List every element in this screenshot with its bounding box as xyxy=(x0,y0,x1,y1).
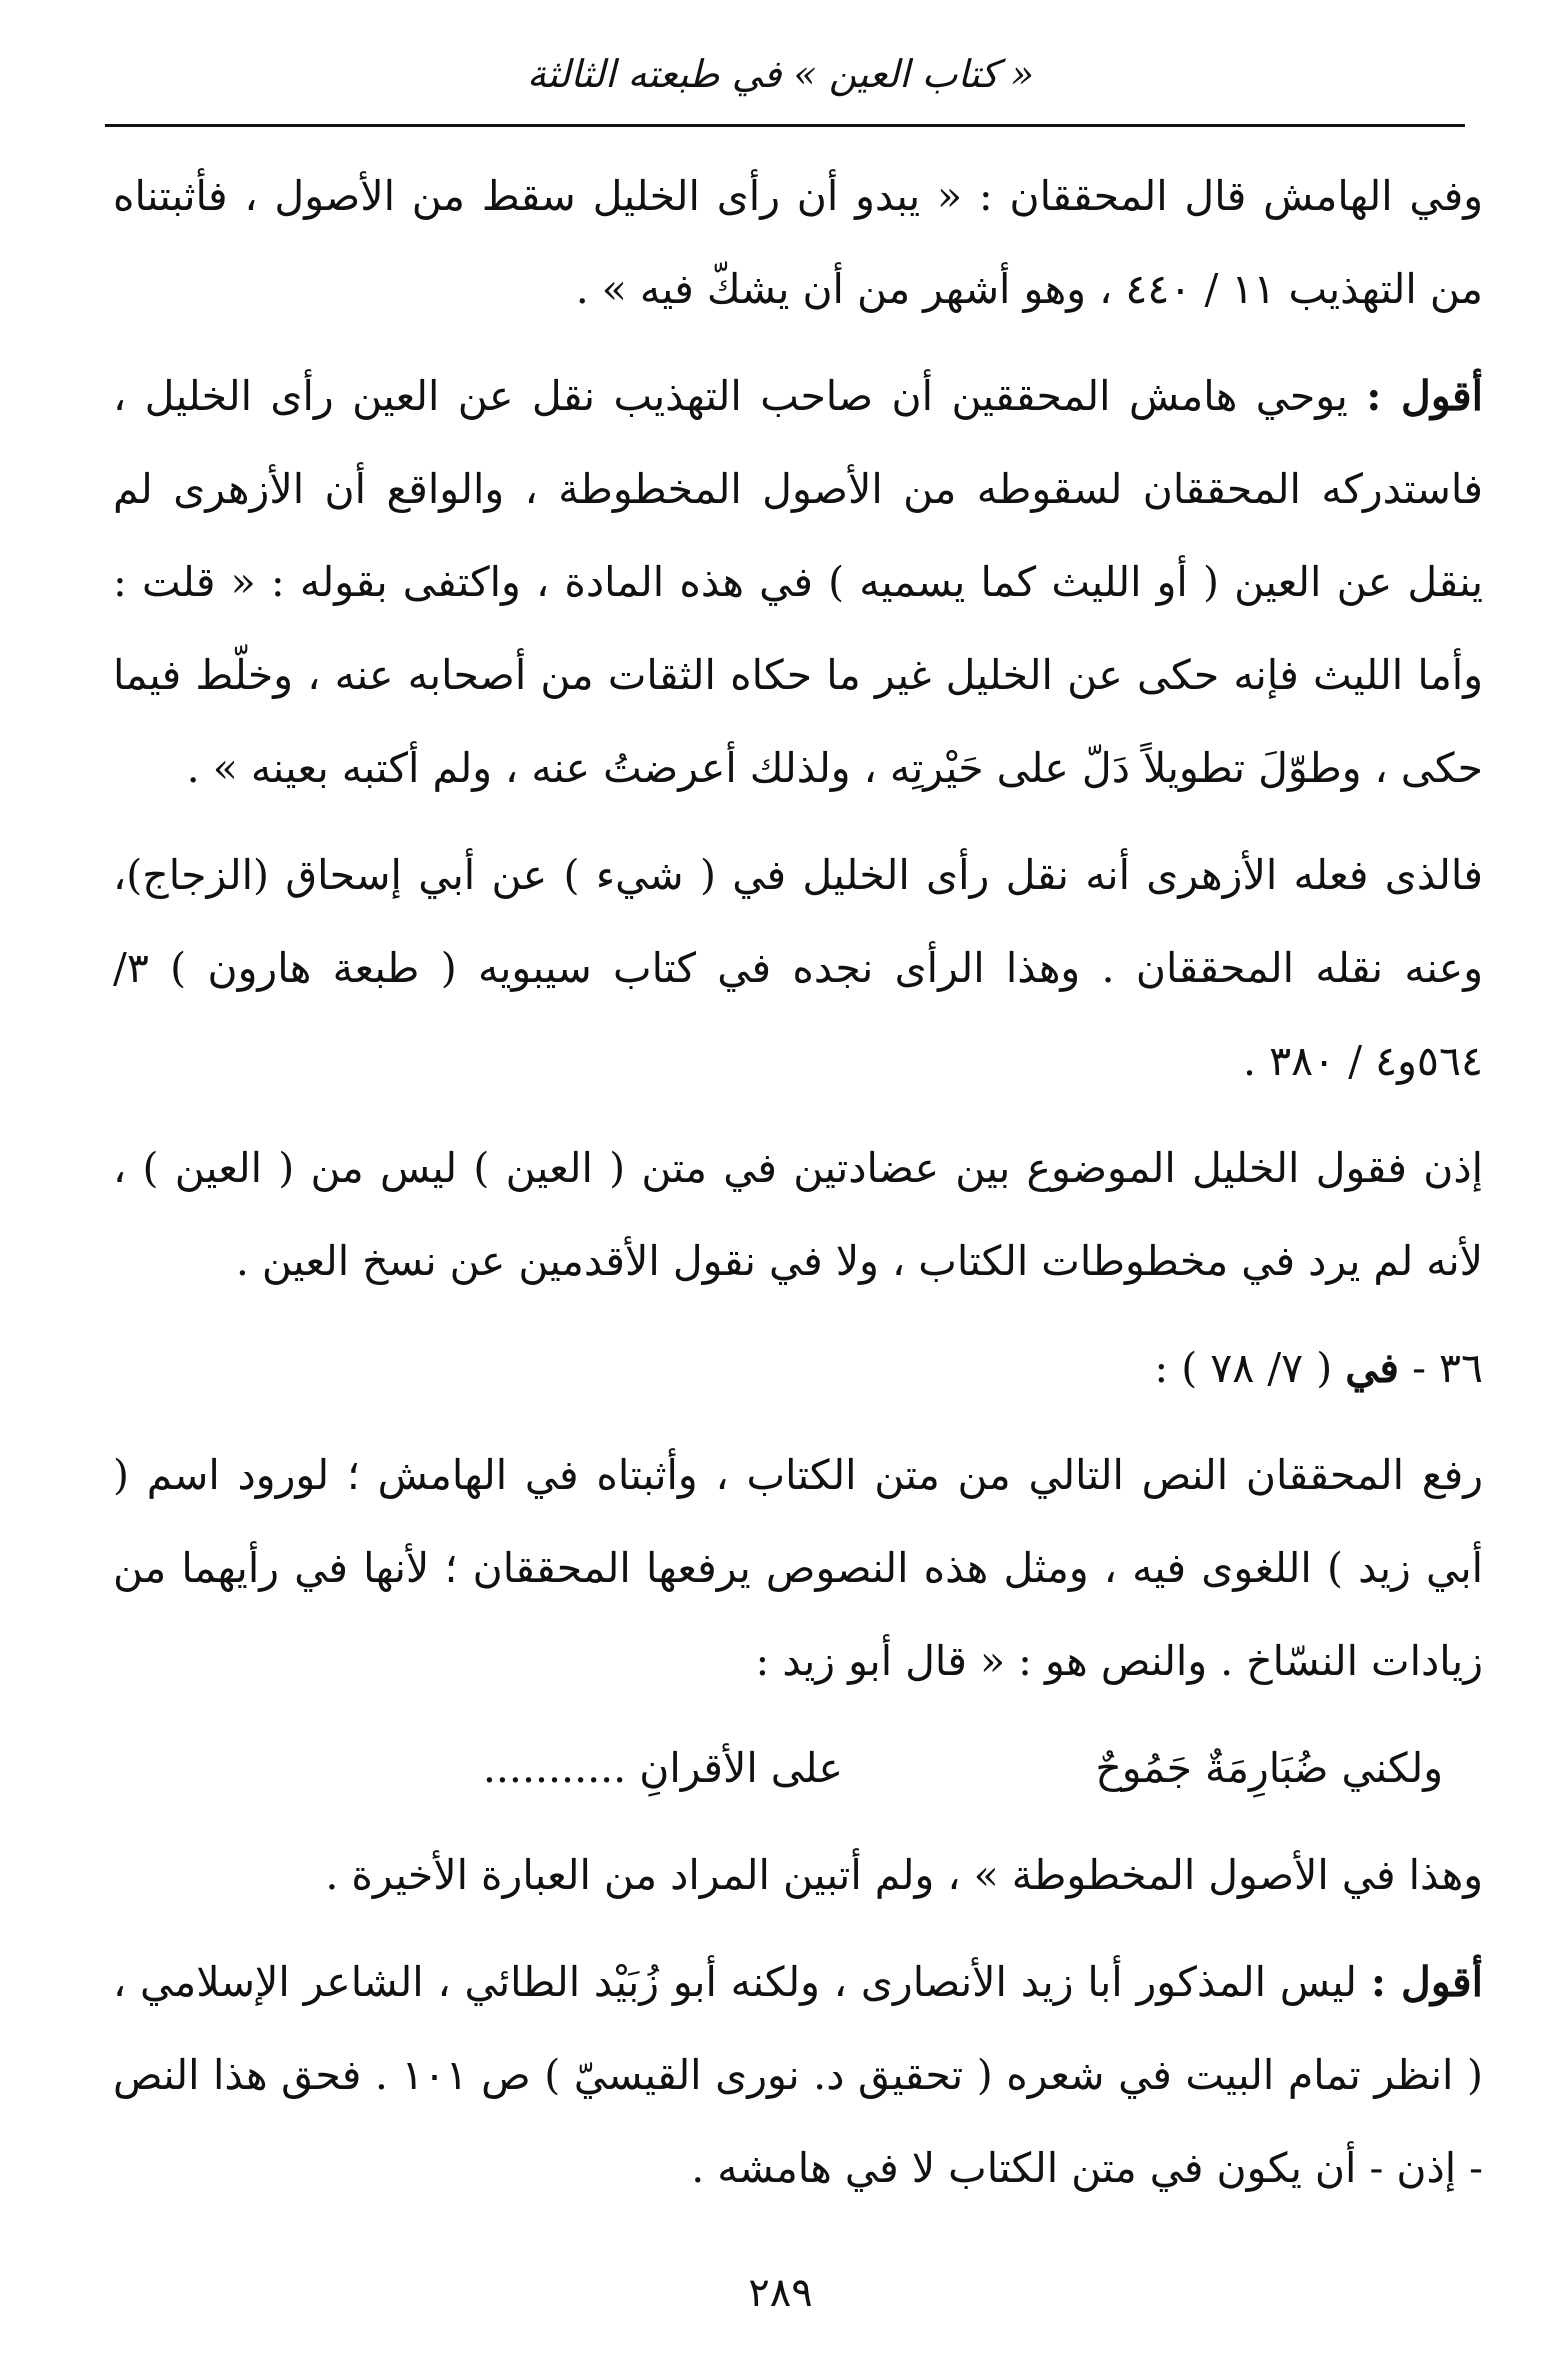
paragraph-lead: أقول : xyxy=(1366,372,1483,420)
page-number: ٢٨٩ xyxy=(748,2270,813,2316)
running-header: « كتاب العين » في طبعته الثالثة xyxy=(526,52,1035,96)
paragraph-footnote-quote: وفي الهامش قال المحققان : « يبدو أن رأى الخليل سقط من الأصول ، فأثبتناه من التهذيب ١١ / ٤٤٠ ، وهو أشهر من أن يشكّ فيه » . xyxy=(113,172,1483,313)
paragraph-aqul-1 xyxy=(113,350,1483,815)
paragraph-removed-text: رفع المحققان النص التالي من متن الكتاب ، وأثبتاه في الهامش ؛ لورود اسم ( أبي زيد ) اللغوى فيه ، ومثل هذه النصوص يرفعها المحققان ؛ لأنها في رأيهما من زيادات النسّاخ . والنص هو : « قال أبو زيد : xyxy=(113,1451,1483,1685)
paragraph-text: ليس المذكور أبا زيد الأنصارى ، ولكنه أبو زُبَيْد الطائي ، الشاعر الإسلامي ، ( انظر تمام البيت في شعره ( تحقيق د. نورى القيسيّ ) ص ١٠١ . فحق هذا النص - إذن - أن يكون في متن الكتاب لا في هامشه . xyxy=(113,1958,1483,2192)
poetry-verse xyxy=(113,1722,1483,1815)
paragraph-text: يوحي هامش المحققين أن صاحب التهذيب نقل عن العين رأى الخليل ، فاستدركه المحققان لسقوطه من الأصول المخطوطة ، والواقع أن الأزهرى لم ينقل عن العين ( أو الليث كما يسميه ) في هذه المادة ، واكتفى بقوله : « قلت : وأما الليث فإنه حكى عن الخليل غير ما حكاه الثقات من أصحابه عنه ، وخلّط فيما حكى ، وطوّلَ تطويلاً دَلّ على حَيْرتِه ، ولذلك أعرضتُ عنه ، ولم أكتبه بعينه » . xyxy=(113,372,1483,792)
page-body xyxy=(113,150,1483,2229)
item-number: ٣٦ - xyxy=(1399,1344,1483,1392)
paragraph-conclusion: إذن فقول الخليل الموضوع بين عضادتين في متن ( العين ) ليس من ( العين ) ، لأنه لم يرد في مخطوطات الكتاب ، ولا في نقول الأقدمين عن نسخ العين . xyxy=(113,1144,1483,1285)
paragraph-manuscripts: وهذا في الأصول المخطوطة » ، ولم أتبين المراد من العبارة الأخيرة . xyxy=(325,1851,1483,1899)
item-heading xyxy=(113,1322,1483,1415)
header-rule xyxy=(105,124,1465,127)
verse-hemistich-first: ولكني ضُبَارِمَةٌ جَمُوحٌ xyxy=(1095,1744,1443,1792)
paragraph-lead: أقول : xyxy=(1370,1958,1484,2006)
paragraph-aqul-2 xyxy=(113,1936,1483,2215)
item-word: في xyxy=(1345,1344,1400,1392)
paragraph-azhari: فالذى فعله الأزهرى أنه نقل رأى الخليل في ( شيء ) عن أبي إسحاق (الزجاج)، وعنه نقله المحققان . وهذا الرأى نجده في كتاب سيبويه ( طبعة هارون ) ٣/ ٥٦٤و٤ / ٣٨٠ . xyxy=(113,851,1483,1085)
item-reference: ( ٧/ ٧٨ ) : xyxy=(1154,1344,1346,1392)
verse-hemistich-second: على الأقرانِ ........... xyxy=(482,1744,843,1792)
